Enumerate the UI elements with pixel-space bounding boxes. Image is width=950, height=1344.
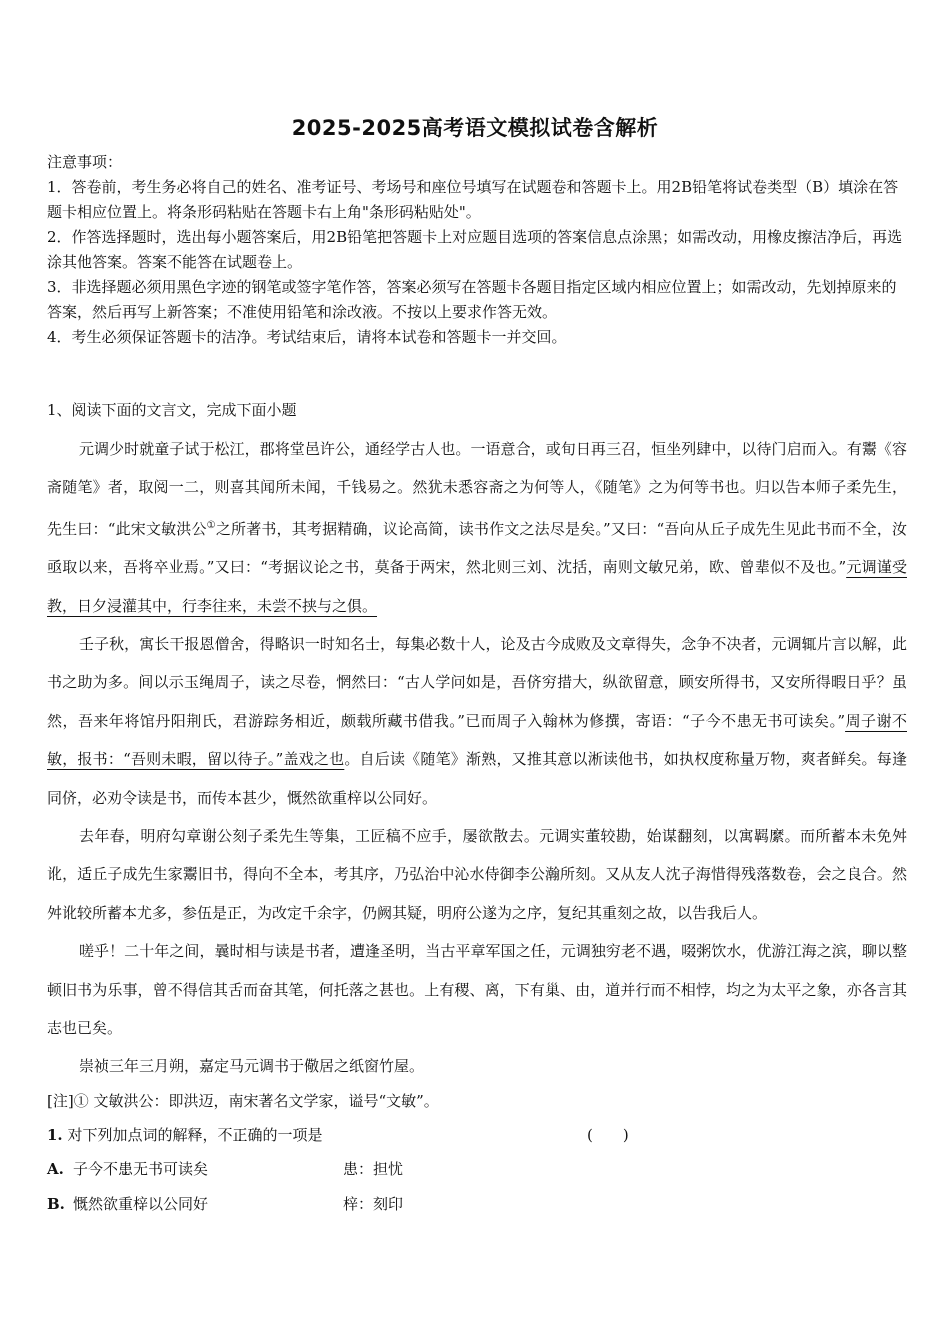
option-gloss: 梓：刻印	[343, 1194, 404, 1213]
question-number: 1.	[47, 1125, 63, 1144]
reading-passage	[47, 398, 907, 1222]
footnote-marker: ①	[206, 519, 216, 531]
option-gloss: 患：担忧	[343, 1159, 404, 1178]
passage-footnote: [注]① 文敏洪公：即洪迈，南宋著名文学家，谥号“文敏”。	[47, 1091, 439, 1110]
question-text-part: 对下列加点词的解释，	[67, 1125, 218, 1144]
paragraph-text: 以公同好。	[362, 788, 438, 807]
dotted-word: 梓 ·	[347, 789, 362, 807]
dotted-word: 曩 ·	[215, 942, 230, 960]
instructions-heading: 注意事项：	[47, 153, 123, 171]
option-b	[47, 1187, 907, 1222]
dotted-word: 患 ·	[737, 712, 752, 730]
instruction-item-1: 1．答卷前，考生务必将自己的姓名、准考证号、考场号和座位号填写在试题卷和答题卡上。用2B铅笔将试卷类型（B）填涂在答题卡相应位置上。将条形码粘贴在答题卡右上角"条形码粘贴处"。	[47, 178, 899, 221]
question-text	[47, 1118, 587, 1152]
option-text-part: 子今不	[73, 1159, 119, 1178]
instruction-item-3: 3．非选择题必须用黑色字迹的钢笔或签字笔作答，答案必须写在答题卡各题目指定区域内相应位置上；如需改动，先划掉原来的答案，然后再写上新答案；不准使用铅笔和涂改液。不按以上要求作答无效。	[47, 278, 897, 321]
option-text	[73, 1152, 343, 1187]
paragraph-text: 时相与读是书者，遭逢圣明，当古平章军国之任，元调独穷老不遇，啜粥饮水，优游江海之滨，聊以整顿旧书为乐事，曾不得信其舌而奋其笔，何托落之甚也。上有稷、离，下有巢、由，道并行而不相悖，均之为太平之象，亦各言其志也已矣。	[47, 942, 907, 1038]
paragraph-text: 之所著书，其考据精确，议论高简，读书作文之法尽是矣。”又曰：“吾向从丘子成先生见此书而不全，汝亟取以来，吾将卒业焉。”又曰：“考据议论之书，莫备于两宋，然北则三刘、沈括，南则文敏兄弟，欧、曾辈似不及也。”	[47, 519, 908, 577]
paragraph-text: 元调少时就童子试于松江，郡将堂邑许公，通经学古人也。一语意合，或旬日再三召，恒坐列肆中，以待门启而入。有鬻《容斋随笔》者，取阅一二，则喜其闻所未闻，千钱易之。然犹未悉容斋之为何等人，《随笔》之为何等书也。归以告本师子柔先生，先生曰：“此宋文敏洪公	[47, 440, 907, 538]
instruction-item-4: 4．考生必须保证答题卡的洁净。考试结束后，请将本试卷和答题卡一并交回。	[47, 328, 567, 346]
dotted-word: 梓	[133, 1194, 149, 1213]
paragraph-text: 。自后读《随笔》渐熟，又推其意以淅读他书，如执权度称量万物，爽者鲜矣。每逢同侪，必劝令读是书，而传本甚少，慨然欲重	[47, 750, 907, 807]
answer-blank: ( )	[587, 1125, 629, 1144]
option-text	[73, 1187, 343, 1222]
option-text-part: 无书可读矣	[133, 1159, 209, 1178]
option-a	[47, 1152, 907, 1187]
option-text-part: 以公同好	[148, 1194, 209, 1213]
option-label: B.	[47, 1194, 65, 1213]
page-title: 2025-2025高考语文模拟试卷含解析	[291, 116, 659, 140]
dotted-word: 不正确	[217, 1125, 263, 1144]
underlined-sentence: 周子谢不敏，报书：“吾则未暇，留以待子。”盖戏之也	[47, 711, 907, 769]
passage-paragraph-2	[47, 625, 907, 817]
option-label: A.	[47, 1159, 64, 1178]
instruction-item-2: 2．作答选择题时，选出每小题答案后，用2B铅笔把答题卡上对应题目选项的答案信息点涂黑；如需改动，用橡皮擦洁净后，再选涂其他答案。答案不能答在试题卷上。	[47, 228, 903, 271]
question-text-part: 的一项是	[262, 1125, 323, 1144]
dotted-word: 患	[118, 1159, 134, 1178]
passage-paragraph-4	[47, 932, 907, 1047]
instructions-section	[47, 150, 903, 350]
option-text-part: 慨然欲重	[73, 1194, 134, 1213]
question-1	[47, 1118, 907, 1152]
underlined-sentence: 元调谨受教，日夕浸灌其中，行李往来，未尝不挟与之俱。	[47, 558, 907, 615]
paragraph-text: 嗟乎！二十年之间，	[79, 942, 215, 961]
passage-signature: 崇祯三年三月朔，嘉定马元调书于儆居之纸窗竹屋。	[79, 1056, 425, 1075]
paragraph-text: 壬子秋，寓长干报恩僧舍，得略识一时知名士，每集必数十人，论及古今成败及文章得失，念争不决者，元调辄片言以解，此书之助为多。间以示玉绳周子，读之尽卷，惘然曰：“古人学问如是，吾侪穷措大，纵欲留意，顾安所得书，又安所得暇日乎？虽然，吾来年将馆丹阳荆氏，君游踪务相近，颇载所藏书借我。”已而周子入翰林为修撰，寄语：“子今不	[47, 635, 907, 730]
paragraph-text: 无书可读矣。”	[752, 711, 846, 730]
passage-paragraph-1	[47, 430, 907, 625]
passage-paragraph-3: 去年春，明府勾章谢公刻子柔先生等集，工匠稿不应手，屡欲散去。元调实董较勘，始谋翻刻，以寓羁縻。而所蓄本未免舛讹，适丘子成先生家鬻旧书，得向不全本，考其序，乃弘治中沁水侍御李公瀚所刻。又从友人沈子海惜得残落数卷，会之良合。然舛讹较所蓄本尤多，参伍是正，为改定千余字，仍阙其疑，明府公遂为之序，复纪其重刻之故，以告我后人。	[47, 827, 907, 922]
question-group-heading: 1、阅读下面的文言文，完成下面小题	[47, 401, 297, 419]
